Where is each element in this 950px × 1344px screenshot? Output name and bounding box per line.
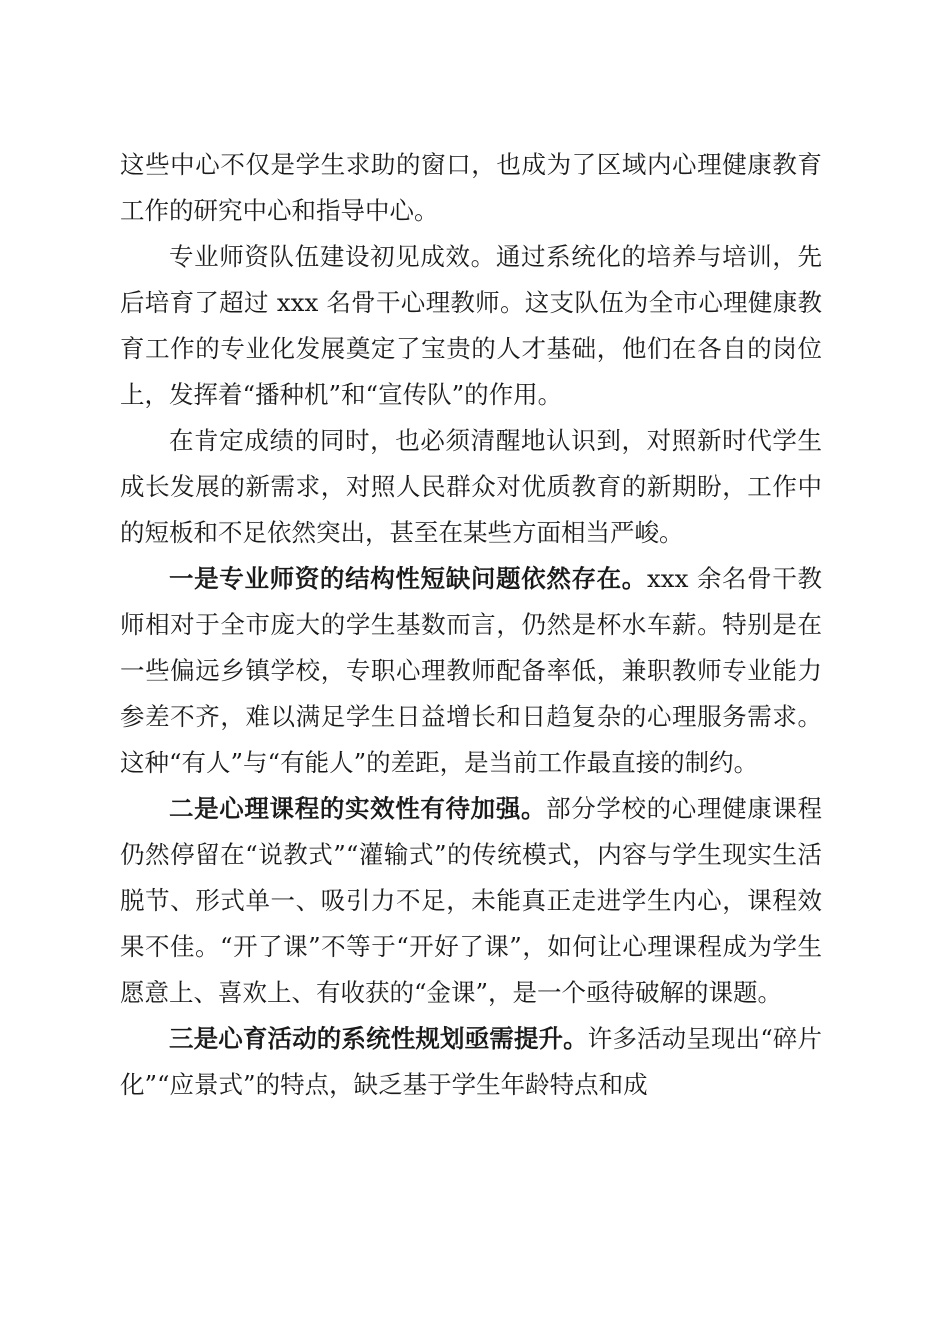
paragraph-1-text: 这些中心不仅是学生求助的窗口，也成为了区域内心理健康教育工作的研究中心和指导中心。 — [120, 150, 822, 225]
paragraph-5 — [120, 786, 822, 1016]
paragraph-6 — [120, 1016, 822, 1108]
paragraph-2-text: 专业师资队伍建设初见成效。通过系统化的培养与培训，先后培育了超过 xxx 名骨干心理教师。这支队伍为全市心理健康教育工作的专业化发展奠定了宝贵的人才基础，他们在各自的岗位上，发挥着“播种机”和“宣传队”的作用。 — [120, 242, 822, 409]
paragraph-1 — [120, 142, 822, 234]
paragraph-4-heading: 一是专业师资的结构性短缺问题依然存在。 — [169, 564, 647, 593]
paragraph-5-heading: 二是心理课程的实效性有待加强。 — [169, 794, 547, 823]
paragraph-6-text: 许多活动呈现出“碎片化”“应景式”的特点，缺乏基于学生年龄特点和成 — [120, 1024, 823, 1099]
document-page — [120, 142, 822, 1108]
paragraph-3 — [120, 418, 822, 556]
paragraph-4-text: xxx 余名骨干教师相对于全市庞大的学生基数而言，仍然是杯水车薪。特别是在一些偏远乡镇学校，专职心理教师配备率低，兼职教师专业能力参差不齐，难以满足学生日益增长和日趋复杂的心理服务需求。这种“有人”与“有能人”的差距，是当前工作最直接的制约。 — [120, 564, 822, 777]
paragraph-3-text: 在肯定成绩的同时，也必须清醒地认识到，对照新时代学生成长发展的新需求，对照人民群众对优质教育的新期盼，工作中的短板和不足依然突出，甚至在某些方面相当严峻。 — [120, 426, 822, 547]
paragraph-2 — [120, 234, 822, 418]
paragraph-4 — [120, 556, 822, 786]
paragraph-6-heading: 三是心育活动的系统性规划亟需提升。 — [169, 1024, 588, 1053]
paragraph-5-text: 部分学校的心理健康课程仍然停留在“说教式”“灌输式”的传统模式，内容与学生现实生活脱节、形式单一、吸引力不足，未能真正走进学生内心，课程效果不佳。“开了课”不等于“开好了课”，如何让心理课程成为学生愿意上、喜欢上、有收获的“金课”，是一个亟待破解的课题。 — [120, 794, 823, 1007]
